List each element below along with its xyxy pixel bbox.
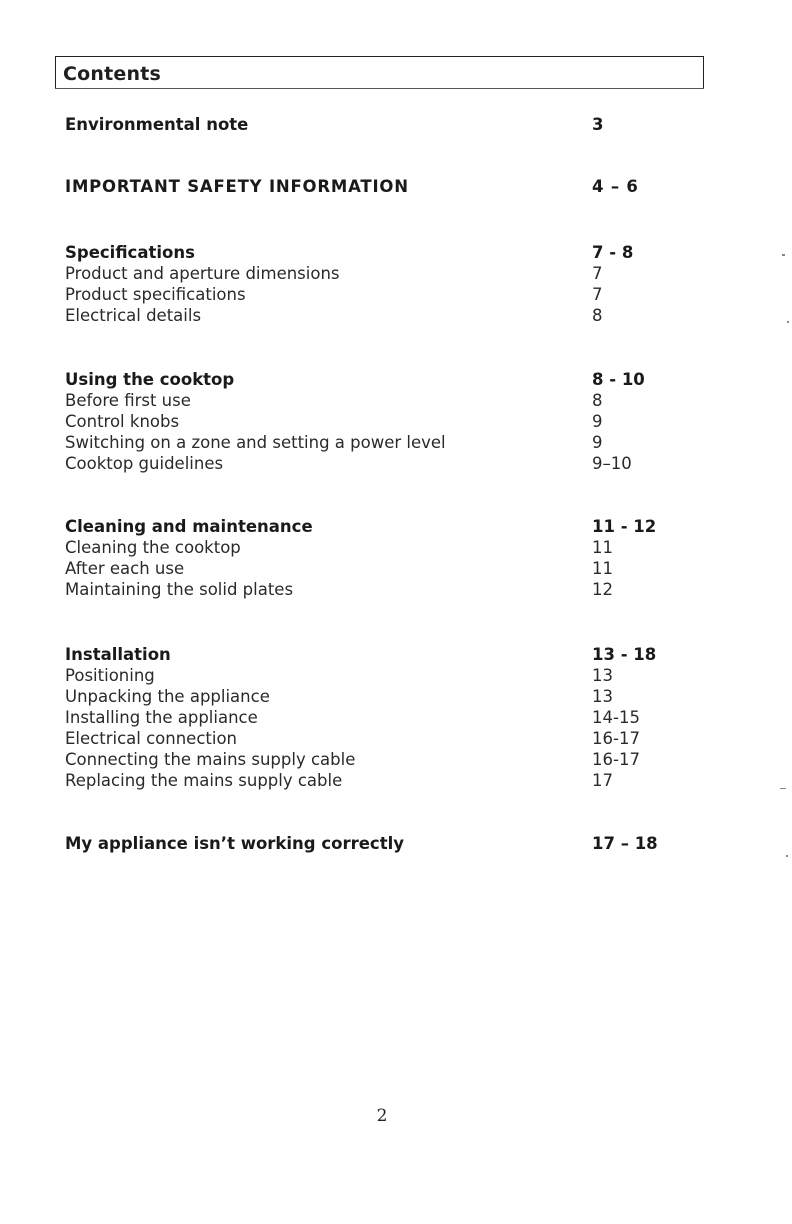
toc-entry xyxy=(65,432,665,453)
toc-section-safety-information xyxy=(65,176,665,197)
toc-entry-label: Cooktop guidelines xyxy=(65,454,224,473)
toc-heading-pages: 11 - 12 xyxy=(592,517,657,536)
toc-entry-label: Positioning xyxy=(65,666,155,685)
toc-entry xyxy=(65,305,665,326)
toc-entry-label: Unpacking the appliance xyxy=(65,687,270,706)
toc-heading-pages: 3 xyxy=(592,115,604,134)
toc-heading-label: Installation xyxy=(65,645,171,664)
toc-entry xyxy=(65,390,665,411)
toc-entry-pages: 16-17 xyxy=(592,750,640,769)
toc-heading-pages: 8 - 10 xyxy=(592,370,645,389)
toc-entry xyxy=(65,537,665,558)
toc-entry xyxy=(65,411,665,432)
toc-section-installation xyxy=(65,644,665,791)
toc-entry xyxy=(65,707,665,728)
toc-entry xyxy=(65,665,665,686)
toc-heading xyxy=(65,114,665,135)
toc-entry-label: Electrical details xyxy=(65,306,202,325)
toc-entry xyxy=(65,263,665,284)
toc-entry xyxy=(65,686,665,707)
toc-heading-label: Specifications xyxy=(65,243,195,262)
page-title: Contents xyxy=(63,63,162,85)
toc-entry-pages: 7 xyxy=(592,264,603,283)
toc-heading xyxy=(65,516,665,537)
toc-heading xyxy=(65,369,665,390)
toc-entry xyxy=(65,453,665,474)
toc-heading xyxy=(65,644,665,665)
toc-section-using-the-cooktop xyxy=(65,369,665,474)
toc-entry xyxy=(65,558,665,579)
toc-entry-pages: 16-17 xyxy=(592,729,640,748)
toc-entry-pages: 13 xyxy=(592,666,613,685)
toc-entry-pages: 12 xyxy=(592,580,613,599)
toc-heading xyxy=(65,242,665,263)
toc-heading-label: IMPORTANT SAFETY INFORMATION xyxy=(65,177,409,196)
scan-speck xyxy=(786,855,788,857)
scan-speck xyxy=(787,321,789,323)
toc-entry-label: Product and aperture dimensions xyxy=(65,264,340,283)
toc-heading-pages: 4 – 6 xyxy=(592,177,639,196)
toc-entry xyxy=(65,579,665,600)
toc-heading-pages: 7 - 8 xyxy=(592,243,634,262)
page-number: 2 xyxy=(376,1106,388,1126)
toc-entry-label: Control knobs xyxy=(65,412,180,431)
toc-entry-pages: 11 xyxy=(592,559,613,578)
toc-entry xyxy=(65,284,665,305)
toc-entry-pages: 13 xyxy=(592,687,613,706)
toc-entry-label: Cleaning the cooktop xyxy=(65,538,241,557)
toc-section-cleaning-and-maintenance xyxy=(65,516,665,600)
toc-entry-label: Switching on a zone and setting a power level xyxy=(65,433,446,452)
toc-entry-pages: 9 xyxy=(592,412,603,431)
toc-heading-label: Cleaning and maintenance xyxy=(65,517,313,536)
toc-entry xyxy=(65,770,665,791)
toc-entry-pages: 9 xyxy=(592,433,603,452)
toc-heading xyxy=(65,176,665,197)
toc-entry-label: Maintaining the solid plates xyxy=(65,580,294,599)
toc-heading-label: My appliance isn’t working correctly xyxy=(65,834,405,853)
toc-entry-pages: 17 xyxy=(592,771,613,790)
toc-entry-label: Replacing the mains supply cable xyxy=(65,771,343,790)
toc-entry-pages: 7 xyxy=(592,285,603,304)
toc-heading-label: Environmental note xyxy=(65,115,249,134)
toc-entry-pages: 9–10 xyxy=(592,454,632,473)
scan-speck xyxy=(782,254,785,256)
scan-speck xyxy=(780,788,786,789)
toc-entry xyxy=(65,728,665,749)
toc-entry-pages: 14-15 xyxy=(592,708,640,727)
toc-entry-label: Connecting the mains supply cable xyxy=(65,750,356,769)
contents-header-rule xyxy=(55,88,704,89)
toc-entry-pages: 11 xyxy=(592,538,613,557)
toc-heading-label: Using the cooktop xyxy=(65,370,235,389)
toc-entry-label: After each use xyxy=(65,559,185,578)
toc-section-troubleshooting xyxy=(65,833,665,854)
toc-section-environmental-note xyxy=(65,114,665,135)
toc-entry-pages: 8 xyxy=(592,306,603,325)
toc-entry-pages: 8 xyxy=(592,391,603,410)
toc-entry-label: Electrical connection xyxy=(65,729,237,748)
toc-entry xyxy=(65,749,665,770)
toc-section-specifications xyxy=(65,242,665,326)
toc-entry-label: Product specifications xyxy=(65,285,246,304)
toc-heading xyxy=(65,833,665,854)
toc-heading-pages: 17 – 18 xyxy=(592,834,658,853)
toc-heading-pages: 13 - 18 xyxy=(592,645,657,664)
toc-entry-label: Before first use xyxy=(65,391,191,410)
toc-entry-label: Installing the appliance xyxy=(65,708,258,727)
